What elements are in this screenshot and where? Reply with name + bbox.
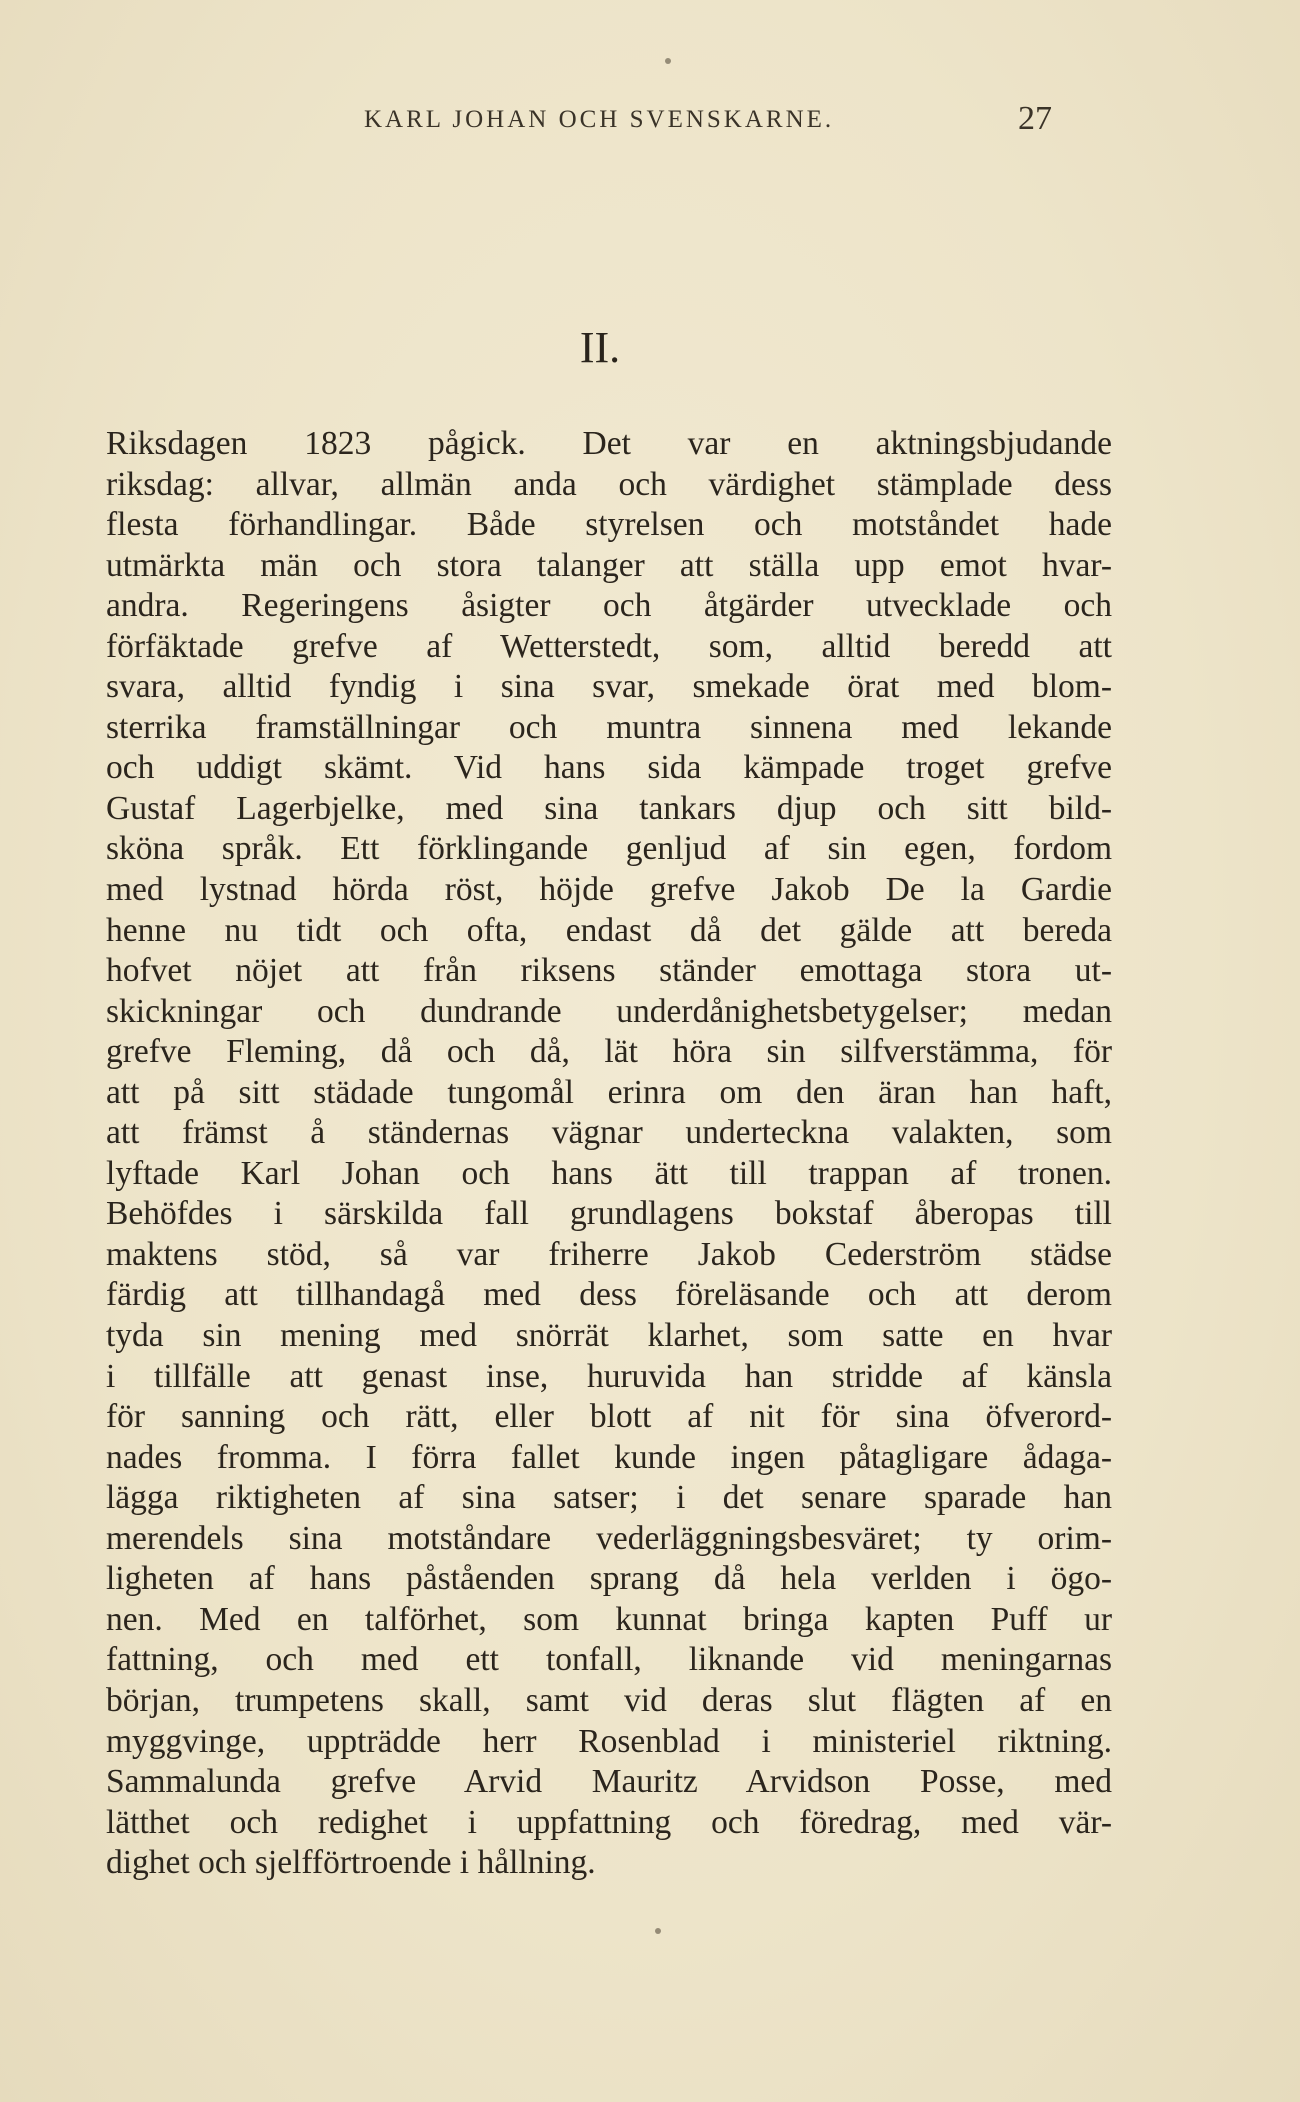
text-line: maktens stöd, så var friherre Jakob Cederström städse xyxy=(106,1235,1112,1273)
text-line: skickningar och dundrande underdånighetsbetygelser; medan xyxy=(106,992,1112,1030)
body-text xyxy=(106,424,1112,1884)
text-line: med lystnad hörda röst, höjde grefve Jakob De la Gardie xyxy=(106,871,1112,909)
text-line: utmärkta män och stora talanger att ställa upp emot hvar- xyxy=(106,546,1112,584)
text-line: Riksdagen 1823 pågick. Det var en aktningsbjudande xyxy=(106,425,1112,462)
text-line: lätthet och redighet i uppfattning och föredrag, med vär- xyxy=(106,1803,1112,1841)
text-line: myggvinge, uppträdde herr Rosenblad i ministeriel riktning. xyxy=(106,1722,1112,1760)
ink-speck xyxy=(655,1928,661,1934)
text-line: flesta förhandlingar. Både styrelsen och motståndet hade xyxy=(106,506,1112,544)
text-line: för sanning och rätt, eller blott af nit för sina öfverord- xyxy=(106,1398,1112,1436)
text-line: fattning, och med ett tonfall, liknande vid meningarnas xyxy=(106,1641,1112,1679)
text-line: tyda sin mening med snörrät klarhet, som satte en hvar xyxy=(106,1317,1112,1355)
text-line: sköna språk. Ett förklingande genljud af sin egen, fordom xyxy=(106,830,1112,868)
text-line: färdig att tillhandagå med dess föreläsande och att derom xyxy=(106,1276,1112,1314)
text-line: dighet och sjelfförtroende i hållning. xyxy=(106,1844,596,1882)
text-line: Behöfdes i särskilda fall grundlagens bokstaf åberopas till xyxy=(106,1195,1112,1233)
text-line: ligheten af hans påståenden sprang då hela verlden i ögo- xyxy=(106,1560,1112,1598)
running-title: KARL JOHAN OCH SVENSKARNE. xyxy=(364,106,835,133)
text-line: och uddigt skämt. Vid hans sida kämpade troget grefve xyxy=(106,749,1112,787)
text-line: Sammalunda grefve Arvid Mauritz Arvidson Posse, med xyxy=(106,1763,1112,1801)
text-line: riksdag: allvar, allmän anda och värdighet stämplade dess xyxy=(106,465,1112,503)
text-line: henne nu tidt och ofta, endast då det gälde att bereda xyxy=(106,911,1112,949)
text-line: sterrika framställningar och muntra sinnena med lekande xyxy=(106,708,1112,746)
section-number: II. xyxy=(579,323,621,372)
text-line: att främst å ständernas vägnar underteckna valakten, som xyxy=(106,1114,1112,1152)
text-line: merendels sina motståndare vederläggningsbesväret; ty orim- xyxy=(106,1519,1112,1557)
text-line: nen. Med en talförhet, som kunnat bringa kapten Puff ur xyxy=(106,1600,1112,1638)
text-line: grefve Fleming, då och då, lät höra sin silfverstämma, för xyxy=(106,1033,1112,1071)
text-line: Gustaf Lagerbjelke, med sina tankars djup och sitt bild- xyxy=(106,789,1112,827)
page-number: 27 xyxy=(1018,100,1052,137)
text-line: i tillfälle att genast inse, huruvida han stridde af känsla xyxy=(106,1357,1112,1395)
text-line: hofvet nöjet att från riksens ständer emottaga stora ut- xyxy=(106,952,1112,990)
text-line: nades fromma. I förra fallet kunde ingen påtagligare ådaga- xyxy=(106,1438,1112,1476)
text-line: lägga riktigheten af sina satser; i det senare sparade han xyxy=(106,1479,1112,1517)
text-line: lyftade Karl Johan och hans ätt till trappan af tronen. xyxy=(106,1154,1112,1192)
text-line: början, trumpetens skall, samt vid deras slut flägten af en xyxy=(106,1681,1112,1719)
text-line: att på sitt städade tungomål erinra om den äran han haft, xyxy=(106,1073,1112,1111)
text-line: andra. Regeringens åsigter och åtgärder utvecklade och xyxy=(106,587,1112,625)
text-line: svara, alltid fyndig i sina svar, smekade örat med blom- xyxy=(106,668,1112,706)
ink-speck xyxy=(665,58,671,64)
text-line: förfäktade grefve af Wetterstedt, som, alltid beredd att xyxy=(106,627,1112,665)
